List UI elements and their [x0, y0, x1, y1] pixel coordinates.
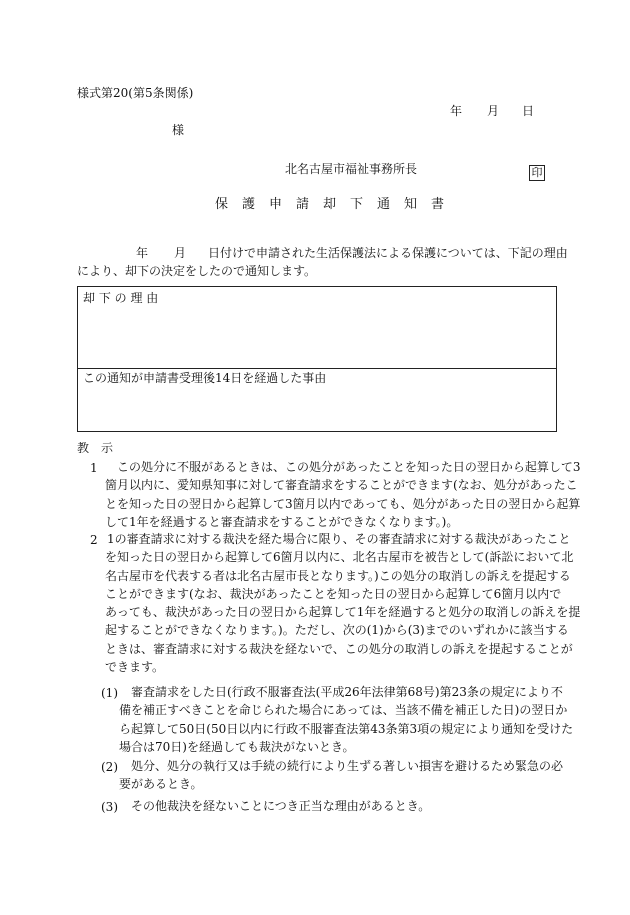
intro-month-label: 月: [174, 246, 187, 260]
document-title: 保護申請却下通知書: [215, 197, 459, 212]
item-line: ことができます(なお、裁決があったことを知った日の翌日から起算して6箇月以内で: [105, 586, 562, 601]
subitem-line: 場合は70日)を経過しても裁決がないとき。: [119, 739, 355, 754]
subitem-line: 要があるとき。: [119, 777, 203, 792]
subitem-line: その他裁決を経ないことにつき正当な理由があるとき。: [131, 799, 431, 813]
intro-year-label: 年: [136, 246, 149, 260]
item-line: ときは、審査請求に対する裁決を経ないで、この処分の取消しの訴えを提起することが: [105, 641, 573, 656]
item-line: とを知った日の翌日から起算して3箇月以内であっても、処分があった日の翌日から起算: [105, 496, 581, 511]
reason-table: [77, 286, 557, 432]
item-line: して1年を経過すると審査請求をすることができなくなります。)。: [105, 514, 459, 529]
intro-text-line1: 日付けで申請された生活保護法による保護については、下記の理由: [208, 246, 568, 260]
seal-mark: 印: [529, 165, 545, 181]
subitem-number: (3): [101, 800, 118, 814]
date-month-label: 月: [487, 104, 500, 118]
item-line: 1の審査請求に対する裁決を経た場合に限り、その審査請求に対する裁決があったこと: [107, 532, 571, 546]
item-line: 名古屋市を代表する者は北名古屋市長となります。)この処分の取消しの訴えを提起する: [105, 568, 571, 583]
form-number: 様式第20(第5条関係): [77, 86, 194, 100]
intro-text-line2: により、却下の決定をしたので通知します。: [77, 264, 317, 278]
subitem-line: 処分、処分の執行又は手続の続行により生ずる著しい損害を避けるため緊急の必: [131, 759, 564, 773]
item-line: あっても、裁決があった日の翌日から起算して1年を経過すると処分の取消しの訴えを提: [105, 605, 581, 620]
item-line: この処分に不服があるときは、この処分があったことを知った日の翌日から起算して3: [117, 460, 581, 474]
item-line: を知った日の翌日から起算して6箇月以内に、北名古屋市を被告として(訴訟において北: [105, 550, 574, 565]
item-number: 1: [90, 461, 98, 475]
item-line: 箇月以内に、愛知県知事に対して審査請求をすることができます(なお、処分があったこ: [105, 478, 578, 493]
subitem-line: 備を補正すべきことを命じられた場合にあっては、当該不備を補正した日)の翌日か: [119, 703, 568, 718]
subitem-line: 審査請求をした日(行政不服審査法(平成26年法律第68号)第23条の規定により不: [131, 685, 563, 699]
date-day-label: 日: [522, 104, 535, 118]
subitem-number: (1): [101, 686, 118, 700]
date-year-label: 年: [450, 104, 463, 118]
rejection-reason-label: 却 下 の 理 由: [83, 291, 159, 305]
item-line: 起することができなくなります。)。ただし、次の(1)から(3)までのいずれかに該当する: [105, 623, 569, 638]
issuer-name: 北名古屋市福祉事務所長: [285, 162, 418, 176]
subitem-number: (2): [101, 760, 118, 774]
item-number: 2: [90, 533, 98, 547]
table-divider: [78, 368, 556, 369]
addressee-suffix: 様: [172, 123, 185, 137]
subitem-line: ら起算して50日(50日以内に行政不服審査法第43条第3項の規定により通知を受けた: [119, 721, 574, 736]
delay-reason-label: この通知が申請書受理後14日を経過した事由: [83, 371, 327, 385]
item-line: できます。: [105, 660, 165, 675]
instructions-heading: 教 示: [77, 441, 114, 455]
